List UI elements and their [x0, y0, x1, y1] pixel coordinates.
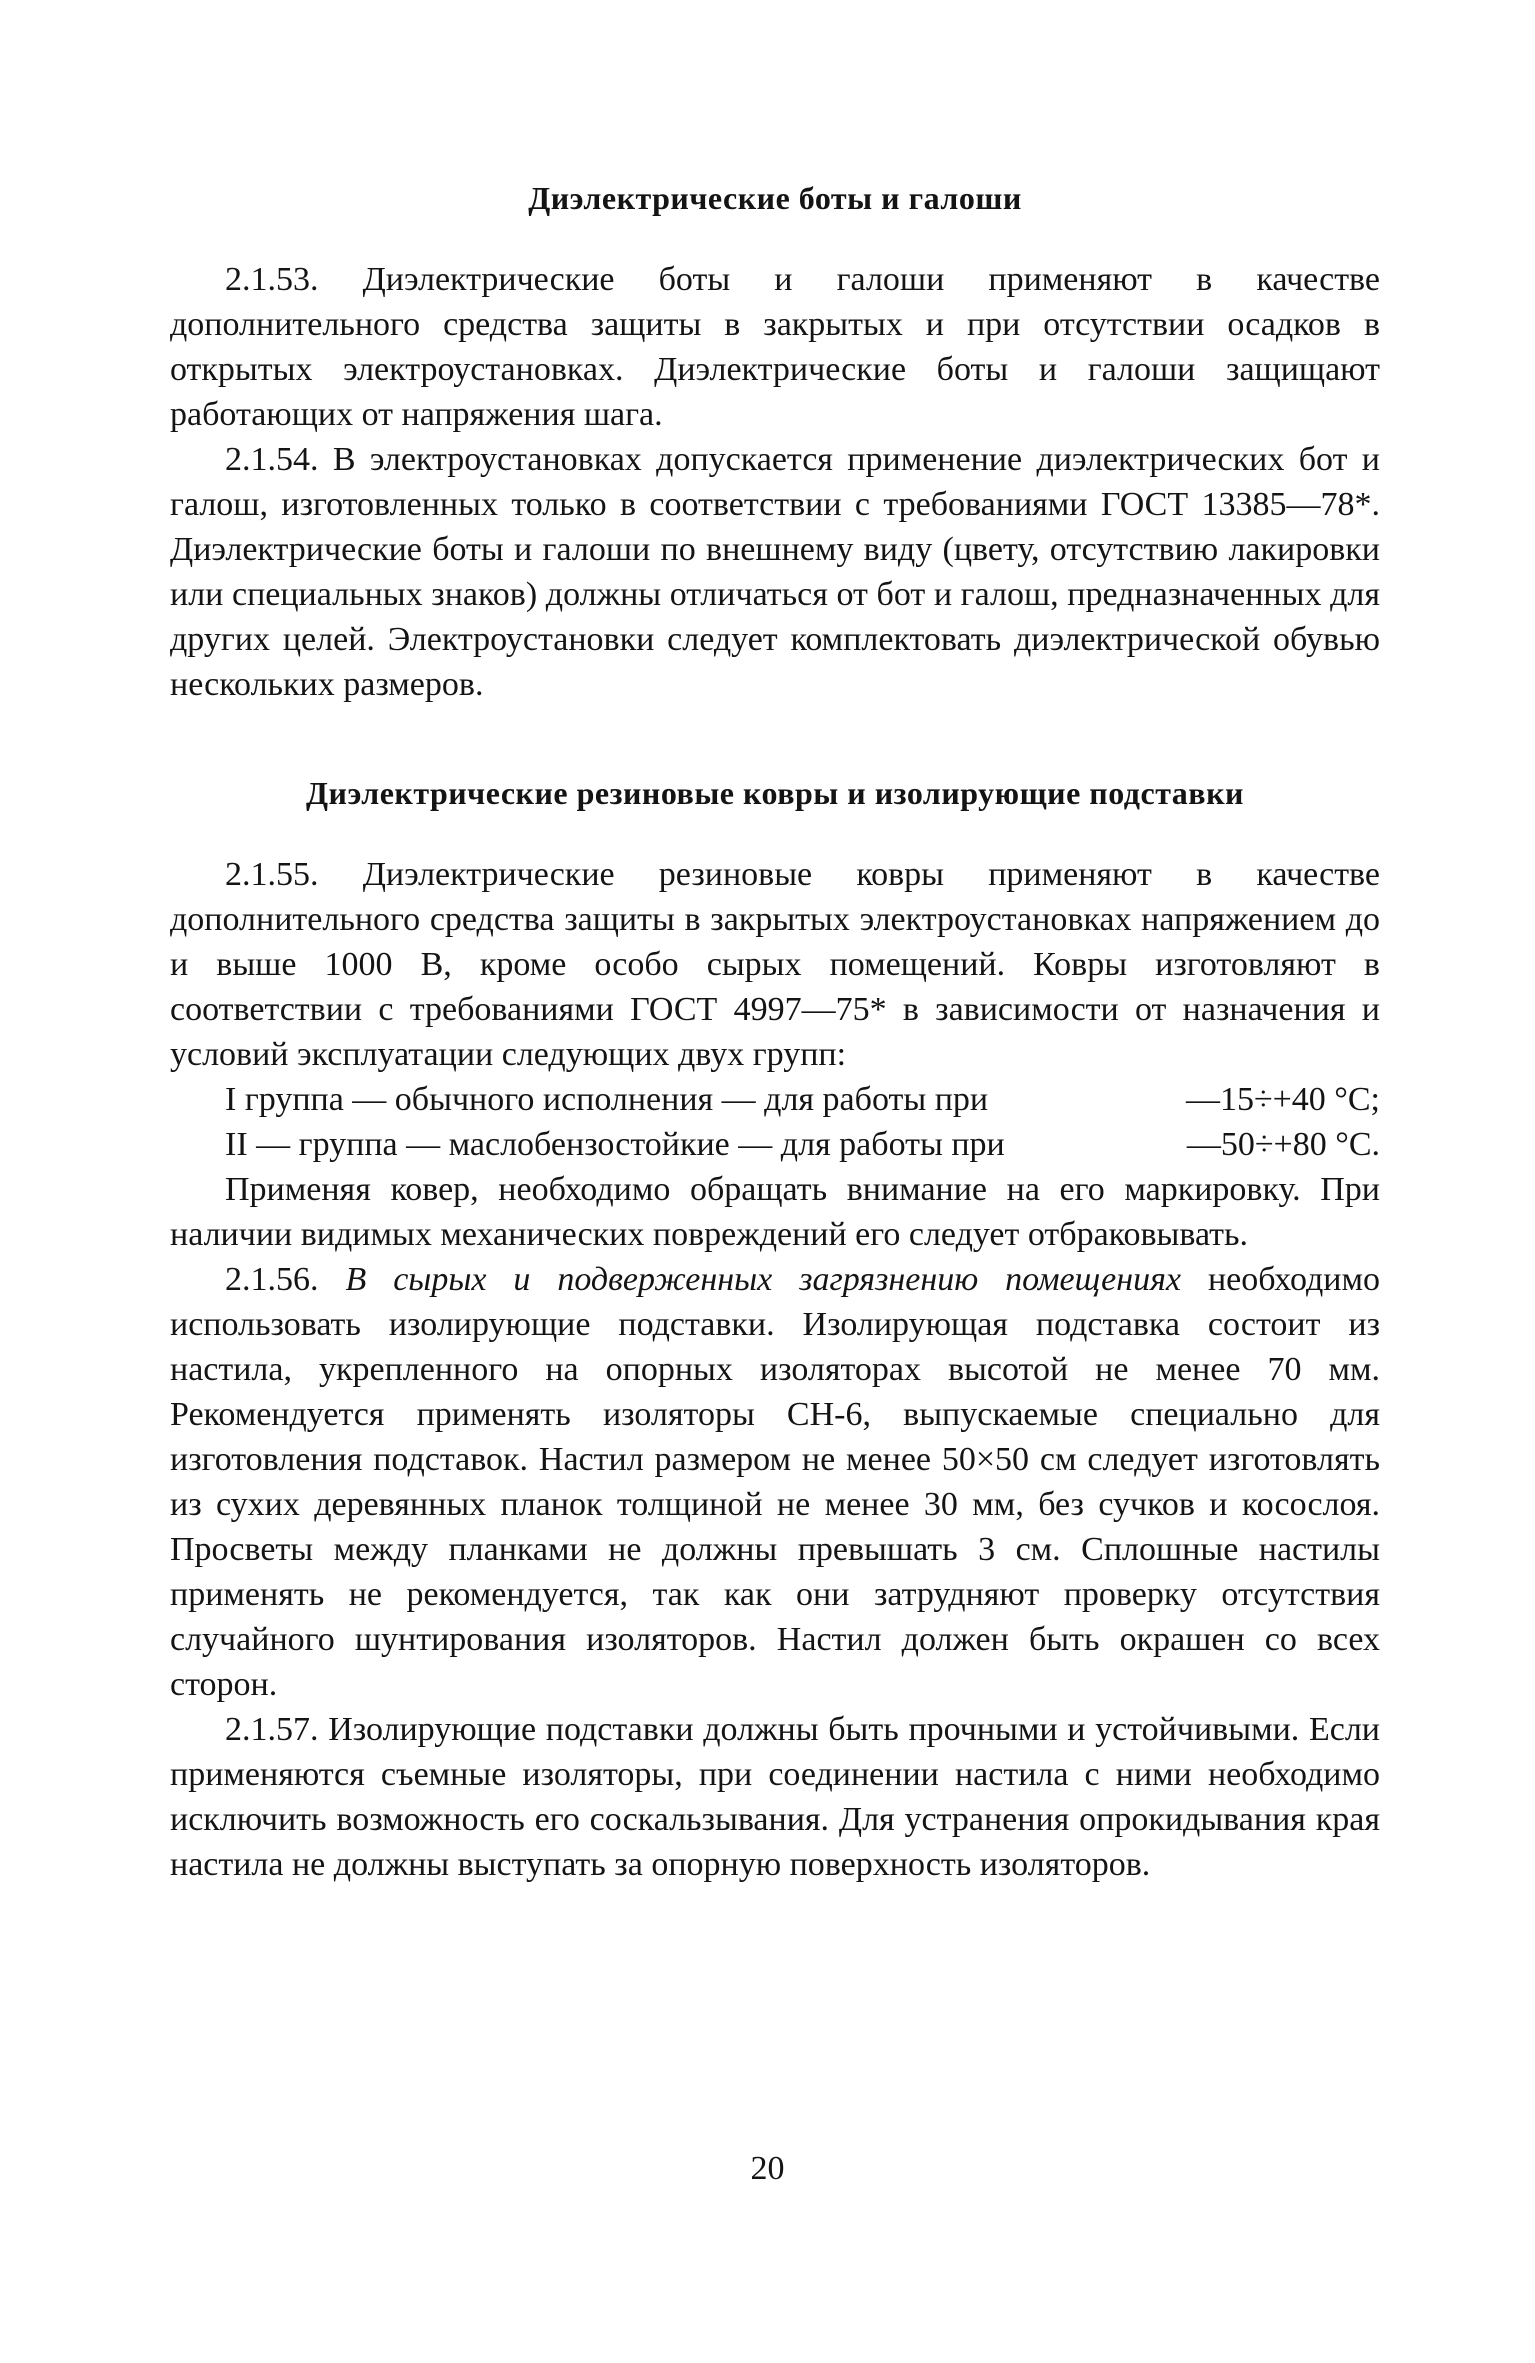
- rug-group-1-name: I группа — обычного исполнения — для работы при: [225, 1081, 989, 1118]
- paragraph-2-1-54: 2.1.54. В электроустановках допускается применение диэлектрических бот и галош, изготовленных только в соответствии с требованиями ГОСТ 13385—78*. Диэлектрические боты и галоши по внешнему виду (цвету, отсутствию лакировки или специальных знаков) должны отличаться от бот и галош, предназначенных для других целей. Электроустановки следует комплектовать диэлектрической обувью нескольких размеров.: [170, 441, 1380, 703]
- page-body: [170, 150, 1380, 1887]
- paragraph-2-1-56-italic: В сырых и подверженных загрязнению помещениях: [345, 1261, 1181, 1298]
- paragraph-2-1-56-rest: необходимо использовать изолирующие подставки. Изолирующая подставка состоит из настила, укрепленного на опорных изоляторах высотой не менее 70 мм. Рекомендуется применять изоляторы СН-6, выпускаемые специально для изготовления подставок. Настил размером не менее 50×50 см следует изготовлять из сухих деревянных планок толщиной не менее 30 мм, без сучков и косослоя. Просветы между планками не должны превышать 3 см. Сплошные настилы применять не рекомендуется, так как они затрудняют проверку отсутствия случайного шунтирования изоляторов. Настил должен быть окрашен со всех сторон.: [170, 1261, 1380, 1703]
- paragraph-2-1-56: [170, 1257, 1380, 1707]
- paragraph-2-1-57: 2.1.57. Изолирующие подставки должны быть прочными и устойчивыми. Если применяются съемные изоляторы, при соединении настила с ними необходимо исключить возможность его соскальзывания. Для устранения опрокидывания края настила не должны выступать за опорную поверхность изоляторов.: [170, 1711, 1380, 1883]
- paragraph-2-1-53: 2.1.53. Диэлектрические боты и галоши применяют в качестве дополнительного средства защиты в закрытых и при отсутствии осадков в открытых электроустановках. Диэлектрические боты и галоши защищают работающих от напряжения шага.: [170, 261, 1380, 433]
- paragraph-2-1-56-number: 2.1.56.: [225, 1261, 319, 1298]
- section-title-dielectric-rugs: Диэлектрические резиновые ковры и изолирующие подставки: [306, 775, 1244, 811]
- page-number: 20: [750, 2150, 785, 2187]
- paragraph-2-1-55: 2.1.55. Диэлектрические резиновые ковры применяют в качестве дополнительного средства защиты в закрытых электроустановках напряжением до и выше 1000 В, кроме особо сырых помещений. Ковры изготовляют в соответствии с требованиями ГОСТ 4997—75* в зависимости от назначения и условий эксплуатации следующих двух групп:: [170, 856, 1380, 1073]
- rug-group-2-range: —50÷+80 °С.: [1186, 1126, 1380, 1163]
- rug-group-1-range: —15÷+40 °С;: [1185, 1081, 1380, 1118]
- rug-group-1: [170, 1077, 1380, 1122]
- rug-group-2-name: II — группа — маслобензостойкие — для работы при: [225, 1126, 1005, 1163]
- paragraph-rug-marking: Применяя ковер, необходимо обращать внимание на его маркировку. При наличии видимых механических повреждений его следует отбраковывать.: [170, 1171, 1380, 1253]
- rug-group-2: [170, 1122, 1380, 1167]
- section-title-dielectric-boots: Диэлектрические боты и галоши: [528, 180, 1022, 216]
